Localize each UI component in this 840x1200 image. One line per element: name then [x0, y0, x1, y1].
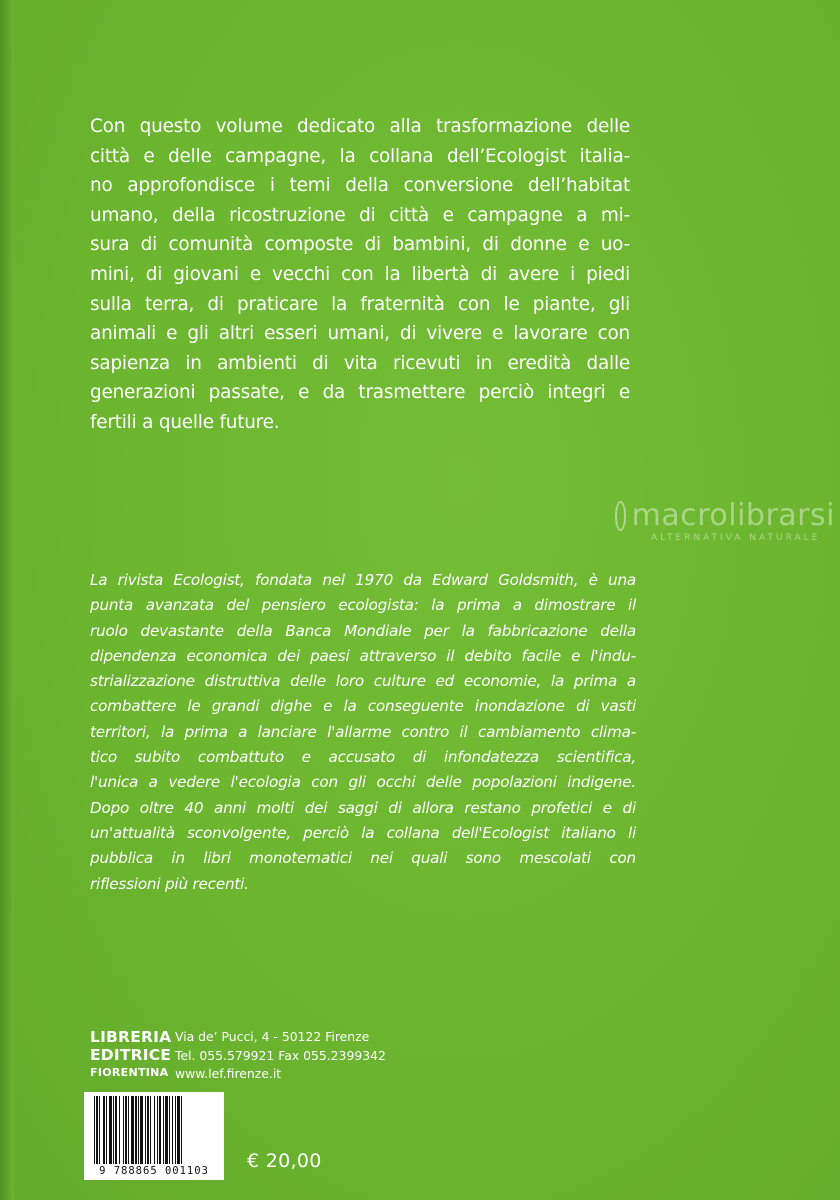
watermark: [615, 498, 835, 543]
lead-line: umano, della ricostruzione di città e campagne a mi-: [90, 204, 630, 226]
barcode-bar: [140, 1096, 143, 1164]
body-line: ruolo devastante della Banca Mondiale per la fabbricazione della: [90, 621, 636, 640]
lead-paragraph: [90, 112, 630, 438]
publisher-logo: [90, 1028, 171, 1082]
barcode-bar: [165, 1096, 168, 1164]
publisher-name-line3: FIORENTINA: [90, 1066, 169, 1079]
publisher-website: www.lef.firenze.it: [175, 1066, 282, 1081]
lead-line: sapienza in ambienti di vita ricevuti in eredità dalle: [90, 352, 630, 374]
barcode-bar: [163, 1096, 164, 1164]
body-line: pubblica in libri monotematici nei quali sono mescolati con: [90, 849, 636, 868]
barcode: [84, 1092, 224, 1180]
watermark-tagline: ALTERNATIVA NATURALE: [651, 533, 821, 543]
barcode-bar: [115, 1096, 117, 1164]
publisher-address: Via de’ Pucci, 4 - 50122 Firenze: [175, 1029, 370, 1044]
barcode-bar: [159, 1096, 161, 1164]
body-paragraph: [90, 568, 636, 897]
barcode-bar: [99, 1096, 100, 1164]
barcode-bar: [103, 1096, 105, 1164]
watermark-logo-text: macrolibrarsi: [631, 498, 835, 533]
barcode-bar: [181, 1096, 182, 1164]
lead-line: sulla terra, di praticare la fraternità con le piante, gli: [90, 293, 630, 315]
barcode-bar: [172, 1096, 173, 1164]
barcode-bar: [157, 1096, 158, 1164]
lead-line: generazioni passate, e da trasmettere perciò integri e: [90, 382, 630, 404]
publisher-name-line1: LIBRERIA: [90, 1028, 172, 1046]
cover-spine-edge: [0, 0, 14, 1200]
barcode-bar: [109, 1096, 112, 1164]
barcode-bar: [135, 1096, 137, 1164]
barcode-bar: [128, 1096, 129, 1164]
body-line: territori, la prima a lanciare l'allarme contro il cambiamento clima-: [90, 722, 636, 741]
lead-line: fertili a quelle future.: [90, 411, 280, 433]
barcode-bar: [131, 1096, 134, 1164]
body-line: strializzazione distruttiva delle loro culture ed economie, la prima a: [90, 672, 636, 691]
barcode-bar: [169, 1096, 170, 1164]
barcode-bar: [113, 1096, 114, 1164]
barcode-bar: [119, 1096, 120, 1164]
publisher-phone: Tel. 055.579921 Fax 055.2399342: [175, 1047, 386, 1063]
lead-line: Con questo volume dedicato alla trasformazione delle: [90, 116, 630, 137]
body-line: tico subito combattuto e accusato di infondatezza scientifica,: [90, 748, 636, 767]
barcode-bar: [154, 1096, 155, 1164]
body-line: l'unica a vedere l'ecologia con gli occhi delle popolazioni indigene.: [90, 773, 636, 792]
barcode-bar: [138, 1096, 139, 1164]
body-line: riflessioni più recenti.: [90, 874, 249, 893]
lead-line: città e delle campagne, la collana dell’Ecologist italia-: [90, 145, 630, 167]
body-line: dipendenza economica dei paesi attraverso il debito facile e l'indu-: [90, 646, 636, 665]
barcode-bar: [145, 1096, 146, 1164]
barcode-bar: [96, 1096, 98, 1164]
barcode-bars: [92, 1096, 216, 1164]
barcode-bar: [147, 1096, 149, 1164]
body-line: punta avanzata del pensiero ecologista: la prima a dimostrare il: [90, 596, 636, 615]
barcode-bar: [106, 1096, 107, 1164]
barcode-number: 9 788865 001103: [99, 1165, 209, 1177]
publisher-contacts: [175, 1028, 386, 1084]
barcode-bar: [175, 1096, 176, 1164]
barcode-bar: [177, 1096, 180, 1164]
body-line: Dopo oltre 40 anni molti dei saggi di allora restano profetici e di: [90, 798, 636, 817]
lead-line: animali e gli altri esseri umani, di vivere e lavorare con: [90, 323, 630, 345]
barcode-bar: [94, 1096, 95, 1164]
lead-line: no approfondisce i temi della conversione dell’habitat: [90, 175, 630, 197]
barcode-bar: [150, 1096, 151, 1164]
lead-line: sura di comunità composte di bambini, di donne e uo-: [90, 234, 630, 256]
barcode-bar: [125, 1096, 127, 1164]
body-line: La rivista Ecologist, fondata nel 1970 da Edward Goldsmith, è una: [90, 571, 636, 589]
lead-line: mini, di giovani e vecchi con la libertà di avere i piedi: [90, 263, 630, 285]
publisher-name-line2: EDITRICE: [90, 1046, 172, 1064]
body-line: un'attualità sconvolgente, perciò la collana dell'Ecologist italiano li: [90, 823, 636, 842]
price: € 20,00: [247, 1150, 322, 1172]
barcode-bar: [123, 1096, 124, 1164]
watermark-circle-icon: [615, 501, 626, 531]
body-line: combattere le grandi dighe e la conseguente inondazione di vasti: [90, 697, 636, 716]
watermark-logo: [615, 498, 835, 533]
